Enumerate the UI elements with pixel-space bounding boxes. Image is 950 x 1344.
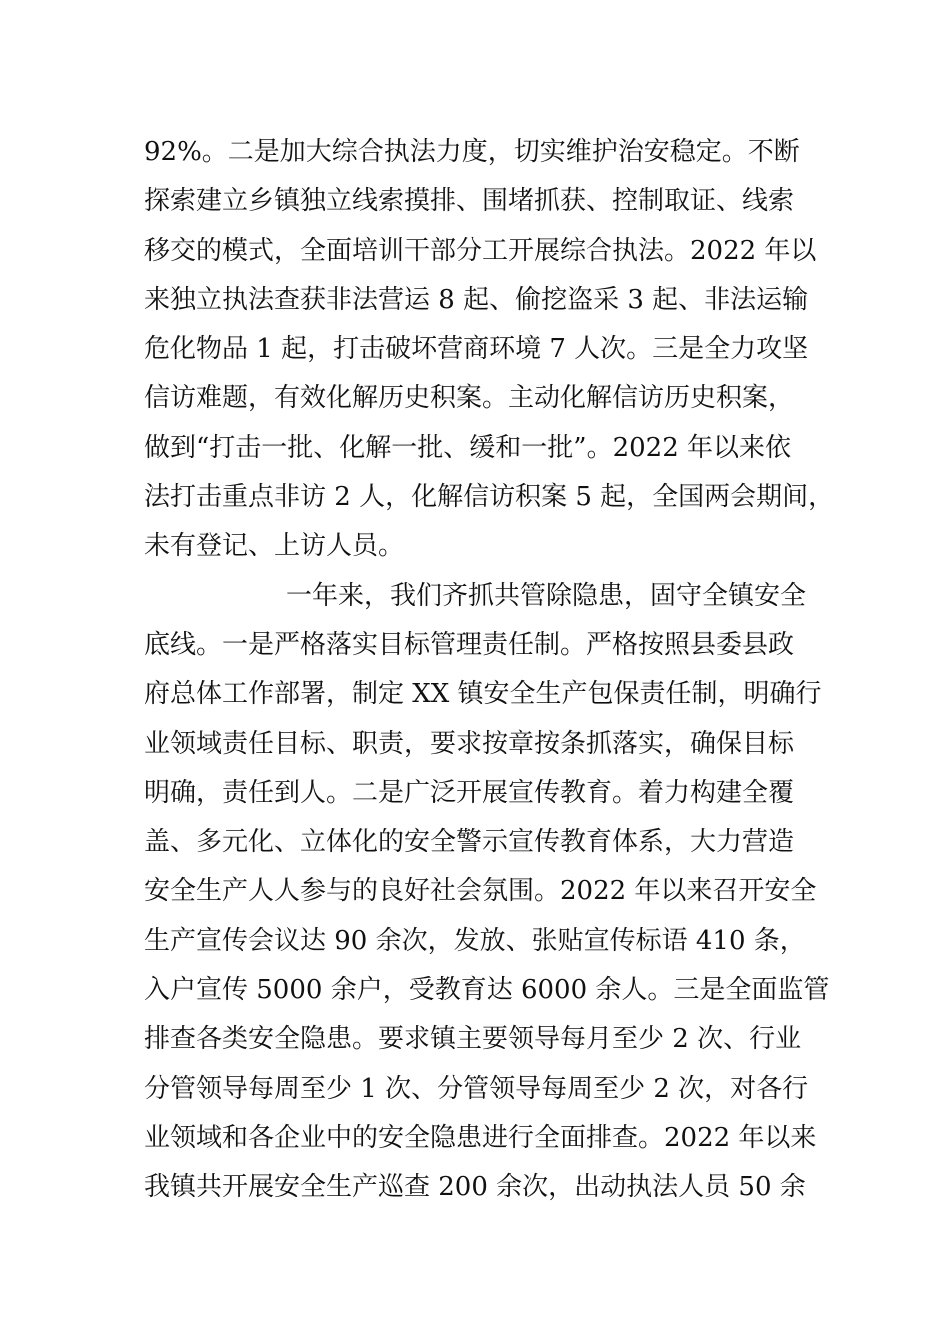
text-line: 危化物品 1 起，打击破坏营商环境 7 人次。三是全力攻坚 [144, 334, 809, 365]
text-line: 做到“打击一批、化解一批、缓和一批”。2022 年以来依 [144, 432, 792, 463]
text-line: 明确，责任到人。二是广泛开展宣传教育。着力构建全覆 [144, 777, 795, 808]
text-line: 法打击重点非访 2 人，化解信访积案 5 起，全国两会期间， [144, 482, 834, 513]
text-line: 生产宣传会议达 90 余次，发放、张贴宣传标语 410 条， [144, 925, 806, 956]
text-line: 未有登记、上访人员。 [144, 531, 405, 562]
text-line: 分管领导每周至少 1 次、分管领导每周至少 2 次，对各行 [144, 1073, 809, 1104]
text-line: 府总体工作部署，制定 XX 镇安全生产包保责任制，明确行 [144, 679, 822, 710]
text-line: 安全生产人人参与的良好社会氛围。2022 年以来召开安全 [144, 876, 817, 907]
text-line: 盖、多元化、立体化的安全警示宣传教育体系，大力营造 [144, 827, 795, 858]
text-line: 来独立执法查获非法营运 8 起、偷挖盗采 3 起、非法运输 [144, 284, 809, 315]
text-line: 移交的模式，全面培训干部分工开展综合执法。2022 年以 [144, 235, 817, 266]
text-line: 信访难题，有效化解历史积案。主动化解信访历史积案， [144, 383, 795, 414]
text-line: 入户宣传 5000 余户，受教育达 6000 余人。三是全面监管 [144, 975, 830, 1006]
text-line: 业领域和各企业中的安全隐患进行全面排查。2022 年以来 [144, 1122, 817, 1153]
text-line: 92%。二是加大综合执法力度，切实维护治安稳定。不断 [144, 137, 800, 167]
text-line: 排查各类安全隐患。要求镇主要领导每月至少 2 次、行业 [144, 1024, 802, 1055]
text-line: 业领域责任目标、职责，要求按章按条抓落实，确保目标 [144, 728, 795, 759]
text-line: 探索建立乡镇独立线索摸排、围堵抓获、控制取证、线索 [144, 186, 795, 217]
text-line: 我镇共开展安全生产巡查 200 余次，出动执法人员 50 余 [144, 1172, 806, 1203]
body-text [144, 128, 834, 1213]
paragraph-start-line: 一年来，我们齐抓共管除隐患，固守全镇安全 [286, 580, 807, 611]
text-line: 底线。一是严格落实目标管理责任制。严格按照县委县政 [144, 629, 795, 660]
